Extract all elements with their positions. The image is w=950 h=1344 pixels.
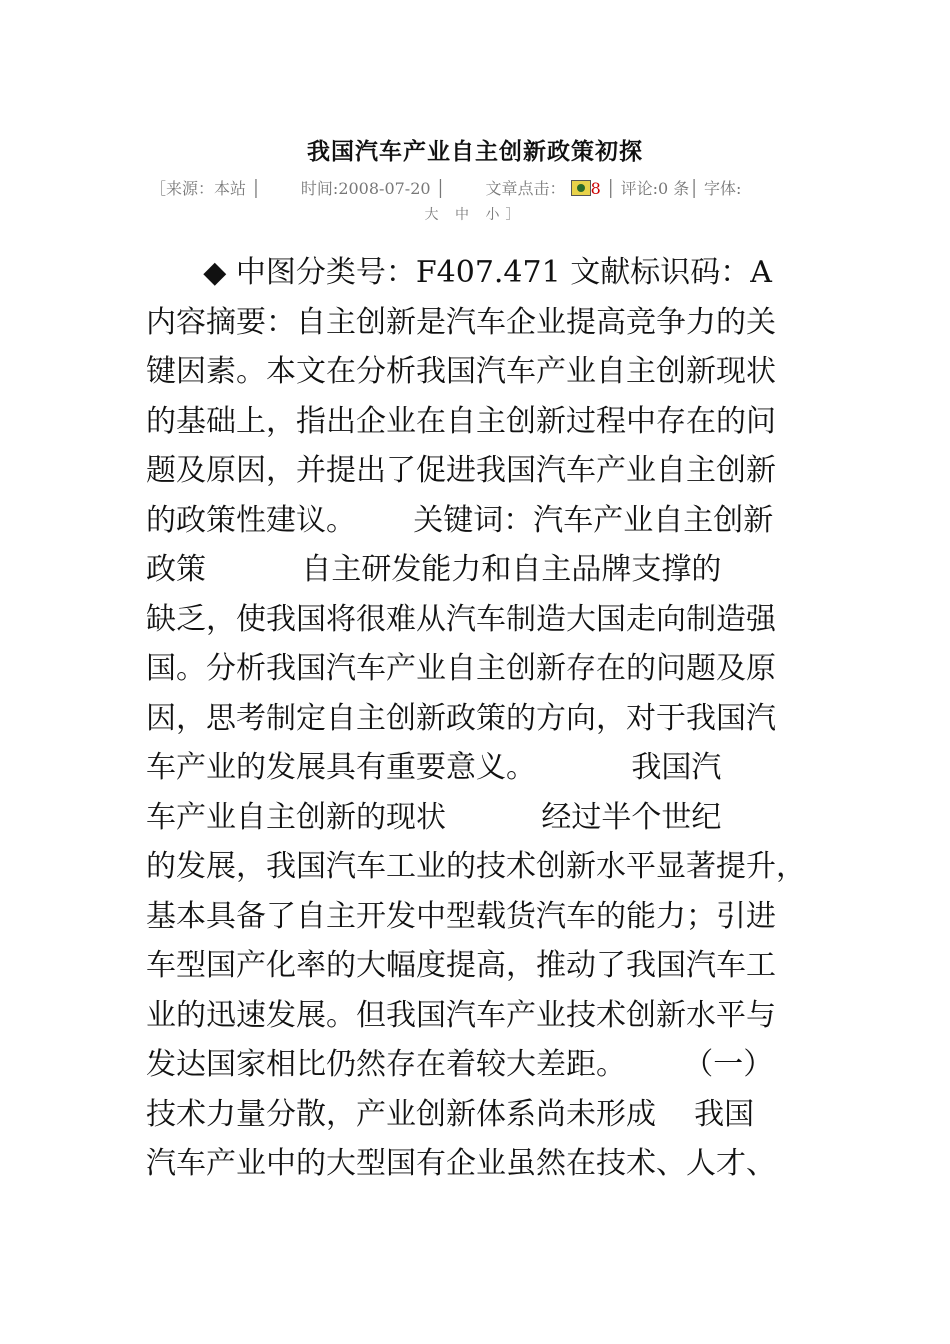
body-line: 的发展，我国汽车工业的技术创新水平显著提升， (146, 849, 806, 884)
counter-icon (571, 180, 591, 196)
article-body (146, 248, 806, 1189)
meta-comments: │ 评论:0 条│ 字体: (605, 179, 742, 198)
meta-time: 时间:2008-07-20 │ (300, 179, 446, 198)
meta-font-size-options[interactable]: 大 中 小］ (424, 207, 526, 223)
article-title: 我国汽车产业自主创新政策初探 (307, 138, 643, 165)
meta-clicks-value: 8 (590, 179, 601, 198)
body-line: 题及原因，并提出了促进我国汽车产业自主创新 (146, 453, 776, 488)
body-line: 政策 自主研发能力和自主品牌支撑的 (146, 552, 722, 587)
body-line: 业的迅速发展。但我国汽车产业技术创新水平与 (146, 997, 776, 1033)
meta-source: ［来源：本站 │ (150, 179, 261, 198)
body-line: ◆ 中图分类号：F407.471 文献标识码：A (146, 255, 772, 290)
body-line: 国。分析我国汽车产业自主创新存在的问题及原 (146, 651, 776, 686)
article-meta (150, 176, 800, 202)
body-line: 内容摘要：自主创新是汽车企业提高竞争力的关 (146, 304, 776, 340)
body-line: 技术力量分散，产业创新体系尚未形成 我国 (146, 1096, 755, 1132)
meta-clicks-label: 文章点击： (485, 179, 566, 198)
body-line: 的政策性建议。 关键词：汽车产业自主创新 (146, 502, 774, 538)
body-line: 车产业的发展具有重要意义。 我国汽 (146, 750, 722, 785)
body-line: 的基础上，指出企业在自主创新过程中存在的问 (146, 403, 776, 439)
body-line: 键因素。本文在分析我国汽车产业自主创新现状 (146, 354, 776, 389)
body-line: 发达国家相比仍然存在着较大差距。 （一） (146, 1047, 774, 1082)
body-line: 缺乏，使我国将很难从汽车制造大国走向制造强 (146, 601, 776, 637)
body-line: 车产业自主创新的现状 经过半个世纪 (146, 799, 722, 835)
body-line: 车型国产化率的大幅度提高，推动了我国汽车工 (146, 948, 776, 983)
body-line: 因，思考制定自主创新政策的方向，对于我国汽 (146, 700, 776, 736)
body-line: 汽车产业中的大型国有企业虽然在技术、人才、 (146, 1146, 776, 1181)
body-line: 基本具备了自主开发中型载货汽车的能力；引进 (146, 898, 776, 934)
